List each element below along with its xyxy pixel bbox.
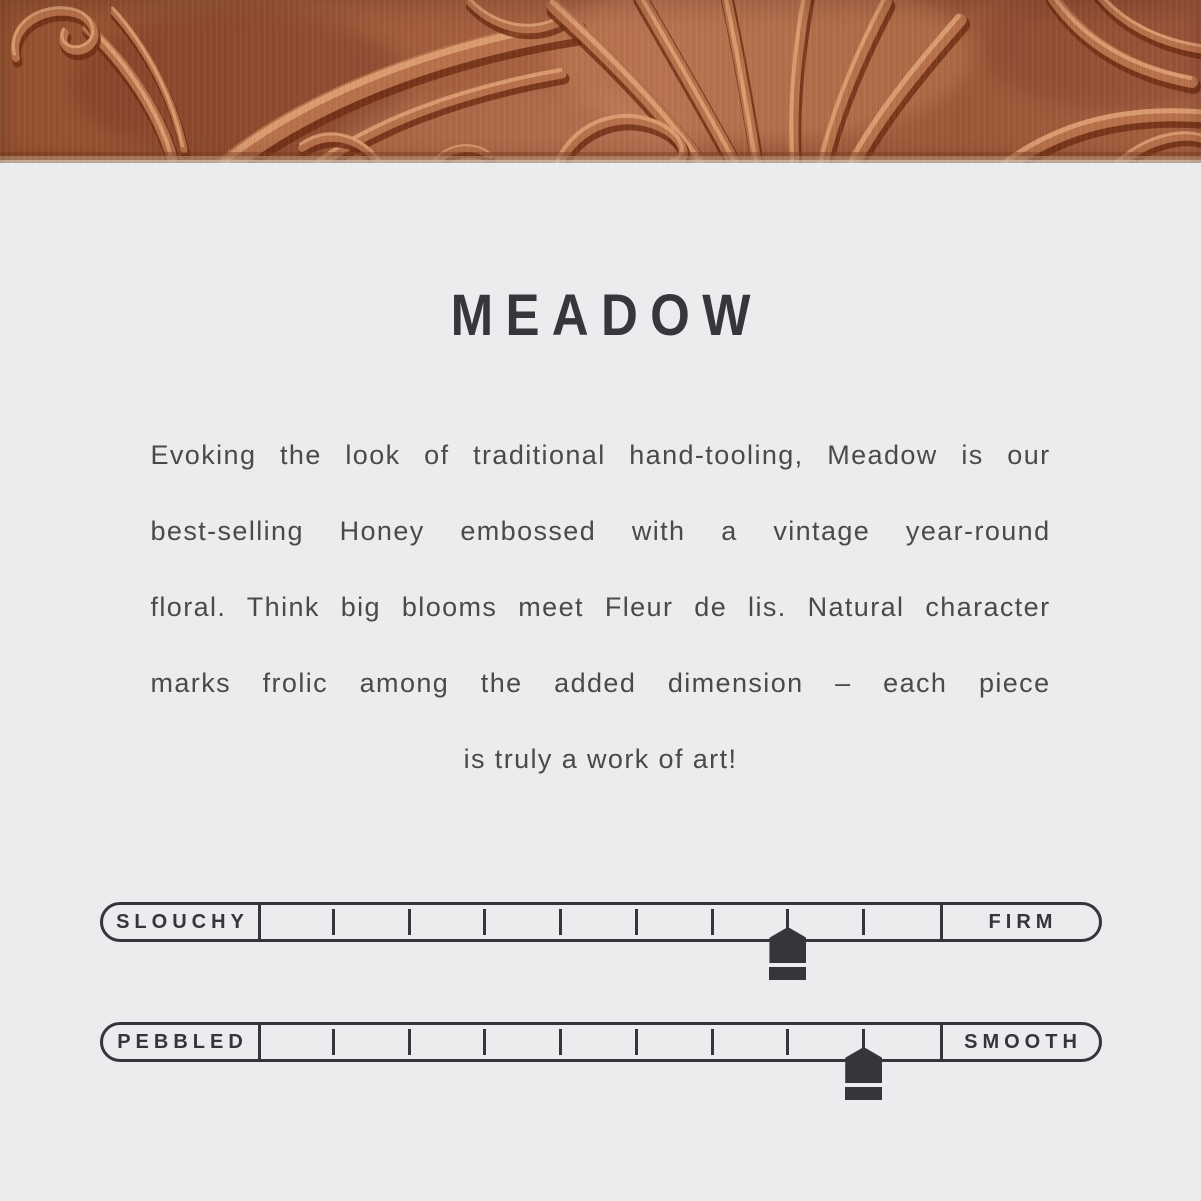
texture-left-label: PEBBLED xyxy=(117,1030,248,1053)
scale-tick xyxy=(559,909,562,935)
leather-floral-pattern xyxy=(0,0,1201,163)
page-title: MEADOW xyxy=(450,283,763,348)
scale-tick xyxy=(635,1029,638,1055)
scale-tick xyxy=(711,1029,714,1055)
description-line-1: Evoking the look of traditional hand-tooling, Meadow is our xyxy=(150,440,1051,470)
scale-tick xyxy=(483,909,486,935)
scale-divider-right xyxy=(940,1025,943,1059)
scale-tick xyxy=(711,909,714,935)
texture-right-label: SMOOTH xyxy=(964,1030,1082,1053)
marker-pointer xyxy=(845,1047,882,1083)
product-description xyxy=(151,417,1051,797)
description-line-5: is truly a work of art! xyxy=(463,744,738,774)
firmness-left-label: SLOUCHY xyxy=(116,910,249,933)
description-line-2: best-selling Honey embossed with a vintage year-round xyxy=(150,516,1051,546)
marker-pointer xyxy=(769,927,806,963)
scale-tick xyxy=(408,1029,411,1055)
firmness-right-label: FIRM xyxy=(988,910,1058,933)
scale-tick xyxy=(635,909,638,935)
description-line-4: marks frolic among the added dimension – each piece xyxy=(150,668,1051,698)
marker-base xyxy=(845,1087,882,1100)
scale-tick xyxy=(862,909,865,935)
scale-divider-left xyxy=(258,905,261,939)
leather-texture-image xyxy=(0,0,1201,163)
scale-divider-left xyxy=(258,1025,261,1059)
description-line-3: floral. Think big blooms meet Fleur de lis. Natural character xyxy=(150,592,1051,622)
texture-marker xyxy=(845,1047,882,1100)
attribute-scales xyxy=(0,902,1201,1062)
marker-base xyxy=(769,967,806,980)
scale-tick xyxy=(332,1029,335,1055)
scale-tick xyxy=(483,1029,486,1055)
texture-scale xyxy=(100,1022,1102,1062)
firmness-scale xyxy=(100,902,1102,942)
scale-tick xyxy=(332,909,335,935)
scale-tick xyxy=(408,909,411,935)
scale-tick xyxy=(786,1029,789,1055)
scale-tick xyxy=(559,1029,562,1055)
scale-divider-right xyxy=(940,905,943,939)
firmness-marker xyxy=(769,927,806,980)
